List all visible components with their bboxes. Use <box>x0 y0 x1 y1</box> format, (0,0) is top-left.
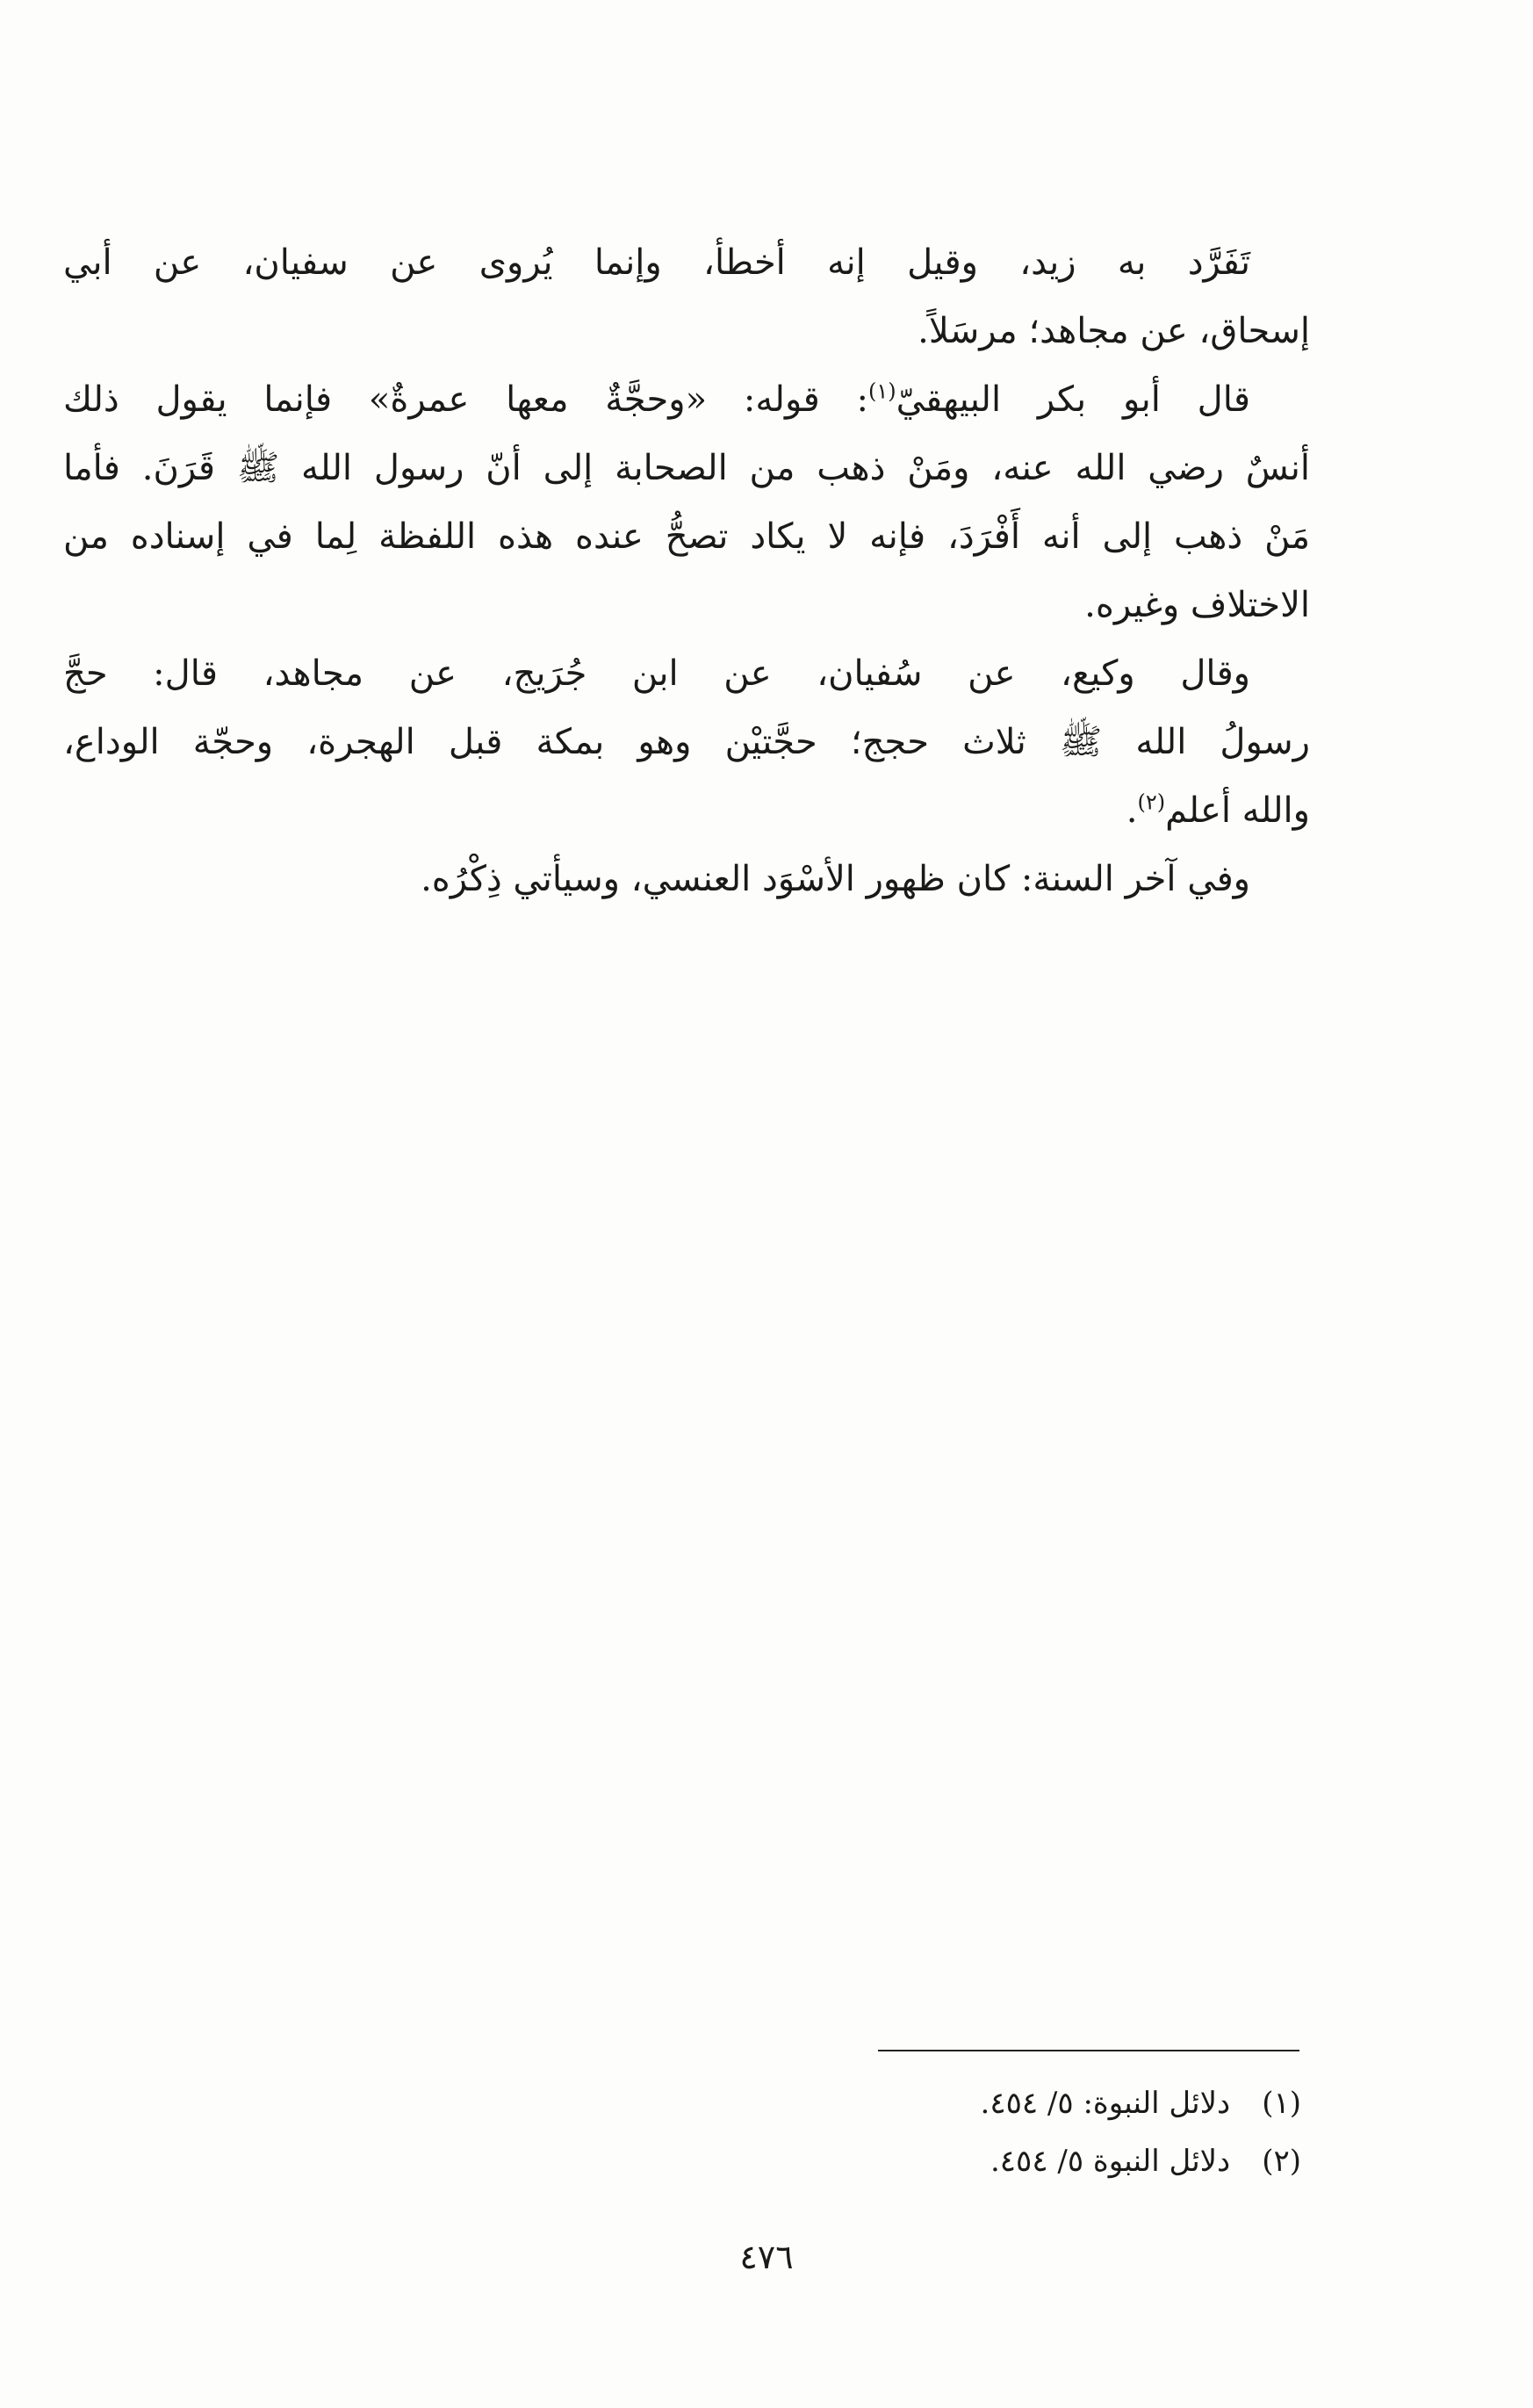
text-line <box>63 776 1310 845</box>
text-line: إسحاق، عن مجاهد؛ مرسَلاً. <box>918 311 1310 351</box>
footnote-1 <box>878 2074 1301 2132</box>
footnote-divider <box>878 2050 1299 2051</box>
text-fragment: . <box>1126 790 1138 831</box>
paragraph-2 <box>63 365 1310 639</box>
paragraph-4 <box>63 845 1310 913</box>
text-line: رسولُ الله ﷺ ثلاث حجج؛ حجَّتيْن وهو بمكة قبل الهجرة، وحجّة الوداع، <box>63 722 1310 762</box>
footnote-ref-2[interactable]: (٢) <box>1137 789 1166 815</box>
text-line: الاختلاف وغيره. <box>1084 585 1310 625</box>
text-line: وقال وكيع، عن سُفيان، عن ابن جُرَيج، عن مجاهد، قال: حجَّ <box>63 653 1250 694</box>
text-fragment: والله أعلم <box>1165 790 1310 831</box>
footnote-ref-1[interactable]: (١) <box>868 379 896 404</box>
paragraph-1 <box>63 228 1310 365</box>
footnote-text: دلائل النبوة: ٥/ ٤٥٤. <box>980 2086 1231 2121</box>
text-line: أنسٌ رضي الله عنه، ومَنْ ذهب من الصحابة إلى أنّ رسول الله ﷺ قَرَنَ. فأما <box>63 448 1310 488</box>
footnote-2 <box>878 2132 1301 2190</box>
main-text <box>63 228 1310 913</box>
page-number: ٤٧٦ <box>739 2238 794 2276</box>
footnote-text: دلائل النبوة ٥/ ٤٥٤. <box>990 2144 1231 2179</box>
paragraph-3 <box>63 639 1310 845</box>
text-line: تَفَرَّد به زيد، وقيل إنه أخطأ، وإنما يُروى عن سفيان، عن أبي <box>63 242 1250 283</box>
footnote-number: (١) <box>1262 2086 1301 2121</box>
text-line <box>63 365 1310 434</box>
footnotes <box>878 2074 1301 2190</box>
footnote-number: (٢) <box>1262 2144 1301 2179</box>
text-fragment: قال أبو بكر البيهقيّ <box>896 379 1250 420</box>
text-line: مَنْ ذهب إلى أنه أَفْرَدَ، فإنه لا يكاد تصحُّ عنده هذه اللفظة لِما في إسناده من <box>63 516 1310 557</box>
text-line: وفي آخر السنة: كان ظهور الأسْوَد العنسي، وسيأتي ذِكْرُه. <box>421 859 1250 899</box>
text-fragment: : قوله: «وحجَّةٌ معها عمرةٌ» فإنما يقول ذلك <box>63 379 868 420</box>
